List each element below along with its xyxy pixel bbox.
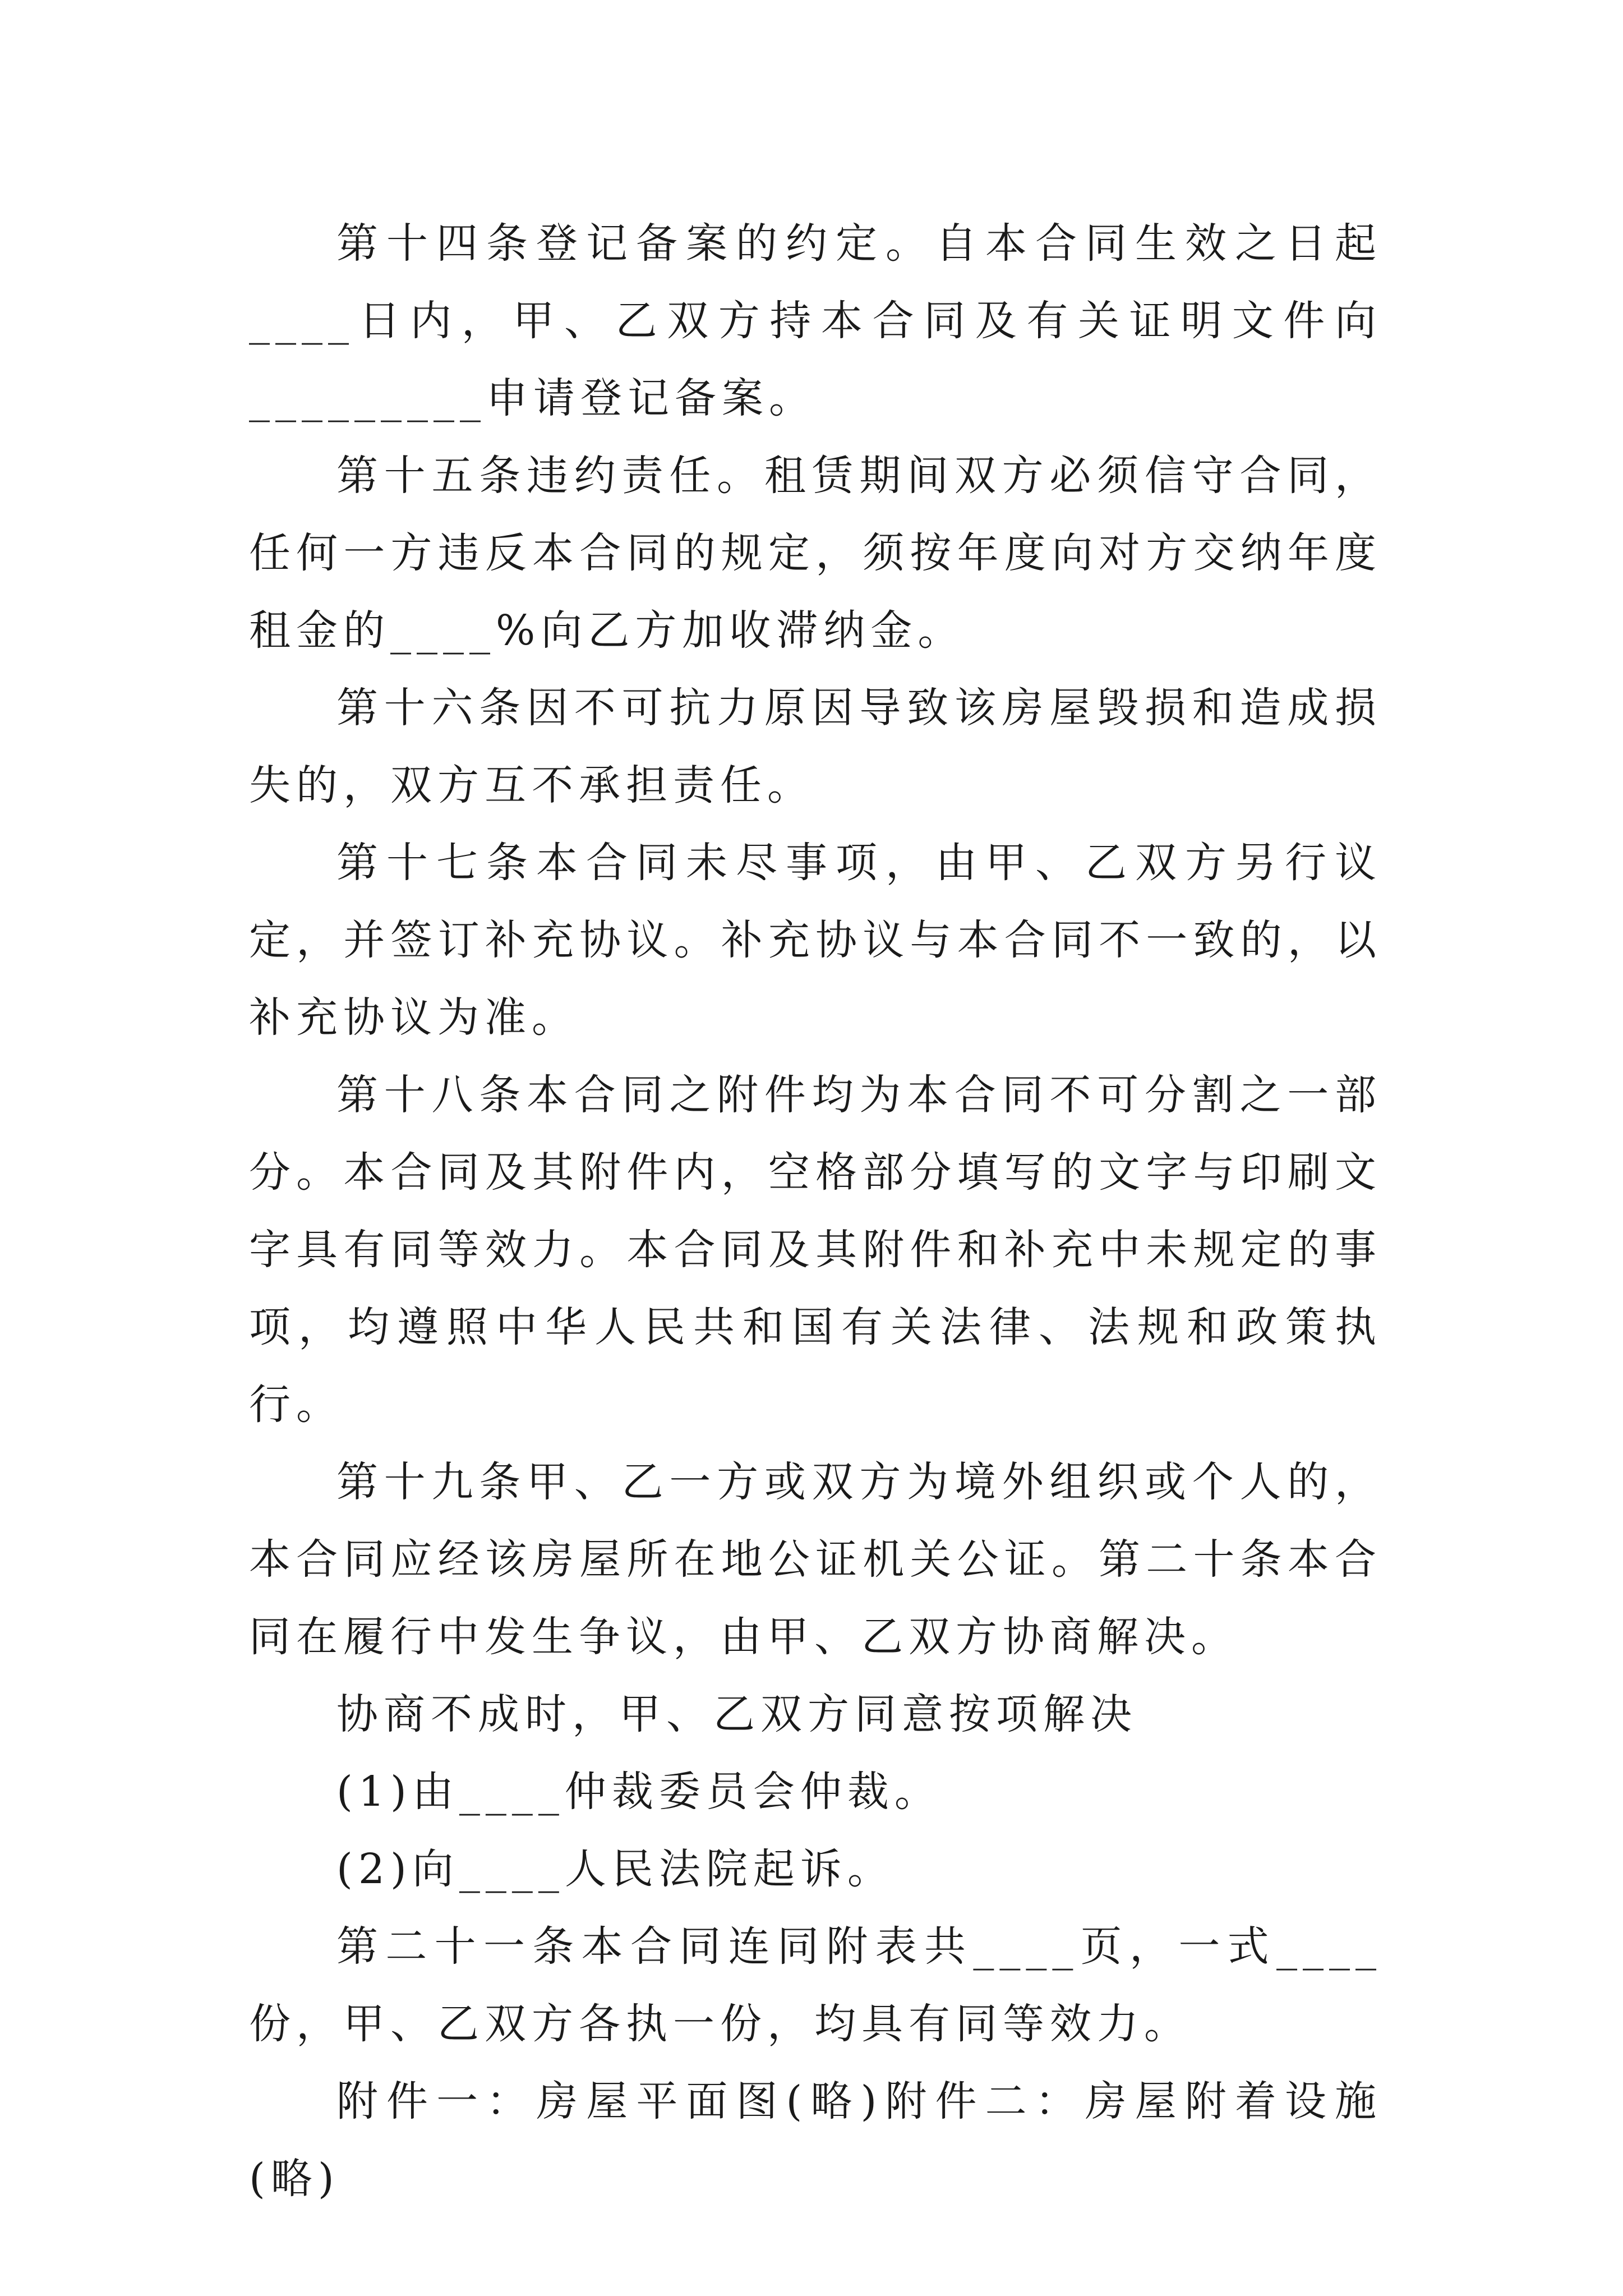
article-16-force-majeure: 第十六条因不可抗力原因导致该房屋毁损和造成损失的，双方互不承担责任。 — [249, 684, 1382, 809]
article-15-liability: 第十五条违约责任。租赁期间双方必须信守合同，任何一方违反本合同的规定，须按年度向对方交纳年度租金的____%向乙方加收滞纳金。 — [249, 452, 1382, 655]
article-18-attachments: 第十八条本合同之附件均为本合同不可分割之一部分。本合同及其附件内，空格部分填写的文字与印刷文字具有同等效力。本合同及其附件和补充中未规定的事项，均遵照中华人民共和国有关法律、法规和政策执行。 — [249, 1071, 1382, 1429]
article-14-registration: 第十四条登记备案的约定。自本合同生效之日起____日内，甲、乙双方持本合同及有关证明文件向_________申请登记备案。 — [249, 219, 1382, 422]
dispute-resolution-intro: 协商不成时，甲、乙双方同意按项解决 — [336, 1690, 1137, 1738]
dispute-option-court: (2)向____人民法院起诉。 — [336, 1845, 895, 1893]
appendix-list: 附件一：房屋平面图(略)附件二：房屋附着设施(略) — [249, 2077, 1382, 2203]
document-body — [249, 205, 1382, 2217]
dispute-option-arbitration: (1)由____仲裁委员会仲裁。 — [336, 1768, 942, 1816]
article-17-supplement: 第十七条本合同未尽事项，由甲、乙双方另行议定，并签订补充协议。补充协议与本合同不一致的，以补充协议为准。 — [249, 839, 1382, 1042]
article-19-20-notarization-disputes: 第十九条甲、乙一方或双方为境外组织或个人的，本合同应经该房屋所在地公证机关公证。第二十条本合同在履行中发生争议，由甲、乙双方协商解决。 — [249, 1458, 1382, 1661]
article-21-copies: 第二十一条本合同连同附表共____页，一式____份，甲、乙双方各执一份，均具有同等效力。 — [249, 1922, 1382, 2048]
